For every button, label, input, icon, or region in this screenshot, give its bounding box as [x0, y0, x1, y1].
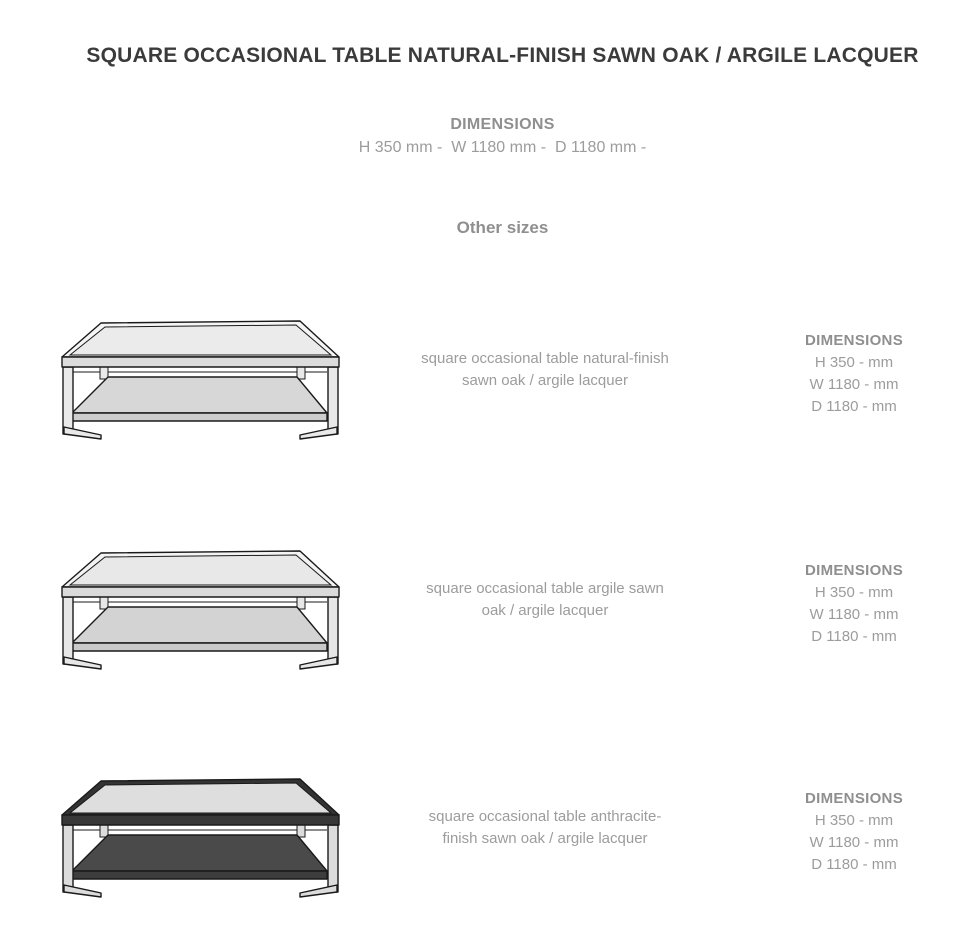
- table-illustration: [55, 773, 345, 898]
- variant-row: [0, 315, 969, 475]
- dimensions-heading: DIMENSIONS: [450, 116, 555, 133]
- table-illustration: [55, 315, 345, 440]
- variant-dimensions: [764, 788, 944, 876]
- variant-dim-width: W 1180 - mm: [809, 834, 899, 851]
- variant-dim-depth: D 1180 - mm: [811, 628, 897, 645]
- variant-dim-height: H 350 - mm: [814, 584, 894, 601]
- variant-dim-width: W 1180 - mm: [809, 606, 899, 623]
- variant-dim-depth: D 1180 - mm: [811, 398, 897, 415]
- variant-description-line1: square occasional table anthracite-: [428, 808, 662, 825]
- variant-dimensions-heading: DIMENSIONS: [804, 562, 903, 579]
- variant-description-line2: oak / argile lacquer: [481, 602, 609, 619]
- variant-dimensions: [764, 330, 944, 418]
- variant-description: [375, 578, 715, 622]
- dimensions-values: H 350 mm - W 1180 mm - D 1180 mm -: [358, 139, 647, 156]
- variant-dim-height: H 350 - mm: [814, 812, 894, 829]
- variant-description-line2: finish sawn oak / argile lacquer: [442, 830, 648, 847]
- other-sizes-heading: Other sizes: [456, 218, 549, 237]
- variant-description-line1: square occasional table argile sawn: [426, 580, 664, 597]
- variant-description: [375, 348, 715, 392]
- variant-dimensions: [764, 560, 944, 648]
- variant-dimensions-heading: DIMENSIONS: [804, 332, 903, 349]
- variant-dim-depth: D 1180 - mm: [811, 856, 897, 873]
- page-title: SQUARE OCCASIONAL TABLE NATURAL-FINISH SAWN OAK / ARGILE LACQUER: [86, 44, 919, 67]
- variant-dim-width: W 1180 - mm: [809, 376, 899, 393]
- variant-description-line2: sawn oak / argile lacquer: [462, 372, 628, 389]
- table-illustration: [55, 545, 345, 670]
- variant-dimensions-heading: DIMENSIONS: [804, 790, 903, 807]
- variant-row: [0, 545, 969, 705]
- variant-row: [0, 773, 969, 933]
- variant-description-line1: square occasional table natural-finish: [421, 350, 669, 367]
- variant-dim-height: H 350 - mm: [814, 354, 894, 371]
- variant-description: [375, 806, 715, 850]
